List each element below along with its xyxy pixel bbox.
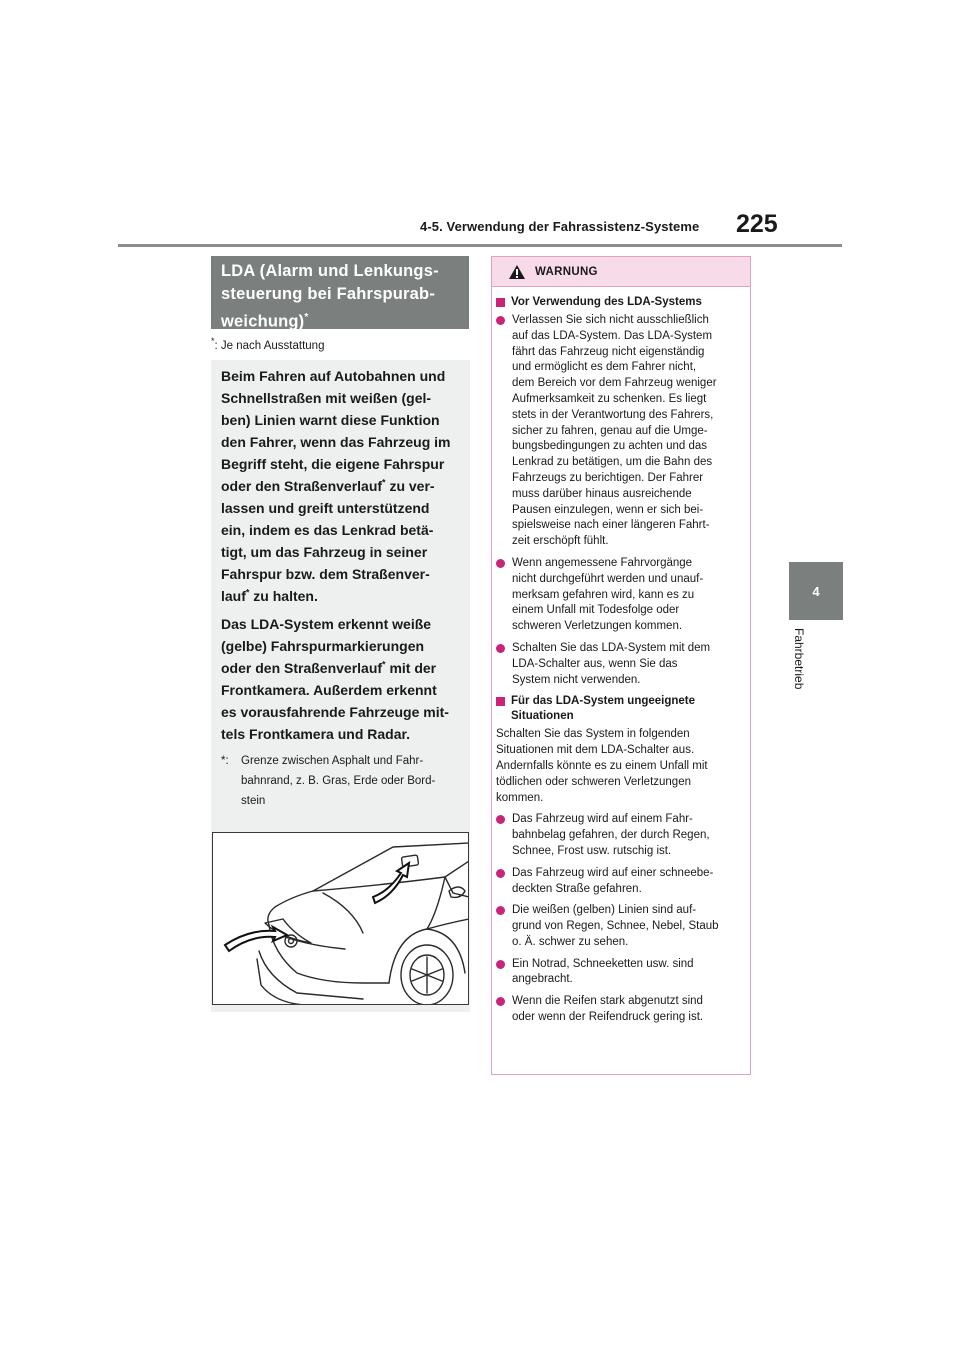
page-number: 225 — [736, 210, 778, 238]
intro-line — [221, 657, 460, 679]
intro-line: tels Frontkamera und Radar. — [221, 726, 411, 742]
round-bullet-icon — [496, 960, 505, 969]
chapter-number: 4 — [812, 583, 820, 599]
section-heading-line — [221, 306, 459, 334]
section-heading-line: LDA (Alarm und Lenkungs- — [221, 262, 439, 280]
bullet-line: grund von Regen, Schnee, Nebel, Staub — [512, 920, 719, 933]
bullet-text — [512, 641, 710, 688]
bullet-text — [512, 812, 710, 859]
bullet-line: Aufmerksamkeit zu schenken. Es liegt — [512, 392, 707, 405]
radar-pointer-arrow — [225, 927, 287, 951]
windshield-lower — [313, 877, 445, 891]
front-face — [269, 925, 389, 983]
bullet-line: nicht durchgeführt werden und unauf- — [512, 572, 704, 585]
warning-bullet-item — [496, 994, 745, 1026]
intro-line: lassen und greift unterstützend — [221, 500, 430, 516]
intro-line: Beim Fahren auf Autobahnen und — [221, 368, 446, 384]
warning-body — [492, 287, 750, 1026]
bullet-line: und ermöglicht es dem Fahrer nicht, — [512, 361, 697, 374]
text-line: Situationen mit dem LDA-Schalter aus. — [496, 744, 695, 757]
intro-line — [221, 585, 460, 607]
bullet-line: oder wenn der Reifendruck gering ist. — [512, 1011, 704, 1024]
curb-footnote — [221, 751, 460, 811]
bullet-line: Das Fahrzeug wird auf einer schneebe- — [512, 866, 714, 879]
bullet-line: Verlassen Sie sich nicht ausschließlich — [512, 314, 709, 326]
section-heading-text: weichung) — [221, 312, 305, 331]
bullet-line: Lenkrad zu betätigen, um die Bahn des — [512, 456, 713, 469]
intro-line: ben) Linien warnt diese Funktion — [221, 412, 440, 428]
a-pillar — [445, 861, 469, 877]
round-bullet-icon — [496, 906, 505, 915]
section-heading-line: steuerung bei Fahrspurab- — [221, 285, 436, 303]
warning-section-heading — [496, 295, 745, 310]
hood-right-edge — [427, 877, 445, 929]
header-rule — [118, 244, 842, 247]
side-line — [427, 919, 469, 929]
intro-line-text: mit der — [385, 660, 437, 676]
bullet-text — [512, 313, 717, 550]
bullet-line: Fahrzeugs zu berichtigen. Der Fahrer — [512, 471, 704, 484]
warning-bullet-item — [496, 957, 745, 989]
square-bullet-icon — [496, 298, 505, 307]
round-bullet-icon — [496, 644, 505, 653]
intro-paragraph-1 — [221, 365, 460, 607]
section-heading-line: Für das LDA-System ungeeignete — [511, 695, 696, 708]
warning-header — [492, 257, 750, 287]
section-heading — [211, 256, 469, 329]
bullet-line: einem Unfall mit Todesfolge oder — [512, 604, 680, 617]
footnote-star: * — [382, 659, 386, 670]
bullet-line: stets in der Verantwortung des Fahrers, — [512, 408, 714, 421]
intro-line-text: oder den Straßenverlauf — [221, 660, 383, 676]
warning-section-heading — [496, 694, 745, 724]
footnote-star: * — [382, 477, 386, 488]
car-illustration-svg — [213, 833, 469, 1005]
bullet-line: Schnee, Frost usw. rutschig ist. — [512, 844, 672, 857]
intro-line: tigt, um das Fahrzeug in seiner — [221, 544, 428, 560]
warning-section-1-bullets — [496, 313, 745, 688]
warning-box — [491, 256, 751, 1075]
footnote-line: bahnrand, z. B. Gras, Erde oder Bord- — [241, 775, 436, 787]
footnote-line: Grenze zwischen Asphalt und Fahr- — [241, 755, 424, 767]
intro-line — [221, 475, 460, 497]
round-bullet-icon — [496, 559, 505, 568]
footnote-star: * — [304, 312, 309, 323]
intro-line: Begriff steht, die eigene Fahrspur — [221, 456, 445, 472]
bullet-line: LDA-Schalter aus, wenn Sie das — [512, 657, 678, 670]
square-bullet-icon — [496, 697, 505, 706]
bullet-line: bahnbelag gefahren, der durch Regen, — [512, 829, 710, 842]
bullet-line: Schalten Sie das LDA-System mit dem — [512, 641, 711, 654]
intro-line: (gelbe) Fahrspurmarkierungen — [221, 638, 425, 654]
intro-line: Das LDA-System erkennt weiße — [221, 616, 432, 632]
section-heading-text: Vor Verwendung des LDA-Systems — [511, 296, 702, 308]
text-line: Schalten Sie das System in folgenden — [496, 728, 690, 741]
bullet-line: merksam gefahren wird, kann es zu — [512, 588, 695, 601]
bullet-line: o. Ä. schwer zu sehen. — [512, 935, 629, 948]
intro-line: Schnellstraßen mit weißen (gel- — [221, 390, 432, 406]
intro-line: Frontkamera. Außerdem erkennt — [221, 682, 437, 698]
warning-bullet-item — [496, 313, 745, 550]
intro-line-text: zu ver- — [385, 478, 435, 494]
round-bullet-icon — [496, 815, 505, 824]
warning-bullet-item — [496, 556, 745, 635]
warning-triangle-icon — [508, 264, 526, 280]
round-bullet-icon — [496, 997, 505, 1006]
bullet-line: Wenn die Reifen stark abgenutzt sind — [512, 995, 703, 1008]
bullet-line: auf das LDA-System. Das LDA-System — [512, 329, 713, 342]
warning-section-2-bullets — [496, 812, 745, 1026]
warning-title: WARNUNG — [535, 265, 598, 278]
bullet-line: muss darüber hinaus ausreichende — [512, 487, 692, 500]
round-bullet-icon — [496, 316, 505, 325]
bullet-line: Wenn angemessene Fahrvorgänge — [512, 556, 693, 569]
text-line: kommen. — [496, 791, 544, 804]
bullet-line: dem Bereich vor dem Fahrzeug weniger — [512, 377, 717, 390]
section-heading-line: Situationen — [511, 710, 574, 723]
round-bullet-icon — [496, 869, 505, 878]
grille-lower — [259, 951, 363, 999]
bullet-line: deckten Straße gefahren. — [512, 882, 642, 895]
bullet-line: Die weißen (gelben) Linien sind auf- — [512, 904, 697, 917]
bullet-line: spielsweise nach einer längeren Fahrt- — [512, 519, 710, 532]
intro-line: ein, indem es das Lenkrad betä- — [221, 522, 434, 538]
footnote-star: * — [211, 336, 215, 347]
warning-bullet-item — [496, 903, 745, 950]
warning-section-2-text — [496, 727, 745, 806]
bullet-line: zeit erschöpft fühlt. — [512, 535, 609, 548]
bullet-text — [512, 957, 694, 989]
footnote-mark: *: — [221, 755, 229, 767]
bullet-line: bungsbedingungen zu achten und das — [512, 440, 708, 453]
bullet-line: schweren Verletzungen kommen. — [512, 620, 683, 633]
warning-bullet-item — [496, 866, 745, 898]
intro-line-text: zu halten. — [249, 588, 318, 604]
bullet-line: fährt das Fahrzeug nicht eigenständig — [512, 345, 705, 358]
availability-footnote — [211, 336, 325, 352]
bullet-line: sicher zu fahren, genau auf die Umge- — [512, 424, 708, 437]
chapter-label: Fahrbetrieb — [792, 628, 806, 690]
bullet-line: Pausen einzulegen, wenn er sich bei- — [512, 503, 704, 516]
intro-line: es vorausfahrende Fahrzeuge mit- — [221, 704, 449, 720]
hood-crease — [323, 893, 363, 933]
car-front-camera-illustration — [212, 832, 469, 1005]
intro-line-text: lauf — [221, 588, 246, 604]
footnote-body — [241, 751, 435, 811]
intro-line: den Fahrer, wenn das Fahrzeug im — [221, 434, 451, 450]
warning-bullet-item — [496, 812, 745, 859]
hood-outline — [268, 891, 313, 925]
bullet-text — [512, 903, 719, 950]
text-line: Andernfalls könnte es zu einem Unfall mit — [496, 759, 708, 772]
running-header: 4-5. Verwendung der Fahrassistenz-Systeme — [420, 219, 700, 234]
bullet-text — [512, 556, 703, 635]
fog-lamp — [285, 935, 297, 947]
bullet-text — [512, 994, 703, 1026]
bullet-line: System nicht verwenden. — [512, 673, 641, 686]
footnote-line: stein — [241, 795, 266, 807]
intro-line: Fahrspur bzw. dem Straßenver- — [221, 566, 430, 582]
chapter-tab — [789, 562, 843, 620]
bullet-line: Das Fahrzeug wird auf einem Fahr- — [512, 813, 693, 826]
bullet-line: Ein Notrad, Schneeketten usw. sind — [512, 957, 694, 970]
footnote-star: * — [245, 587, 250, 598]
text-line: tödlichen oder schweren Verletzungen — [496, 775, 691, 788]
intro-paragraph-2 — [221, 613, 460, 745]
intro-line-text: oder den Straßenverlauf — [221, 478, 383, 494]
footnote-text: : Je nach Ausstattung — [214, 340, 325, 352]
bullet-text — [512, 866, 713, 898]
bullet-line: angebracht. — [512, 973, 573, 986]
warning-bullet-item — [496, 641, 745, 688]
